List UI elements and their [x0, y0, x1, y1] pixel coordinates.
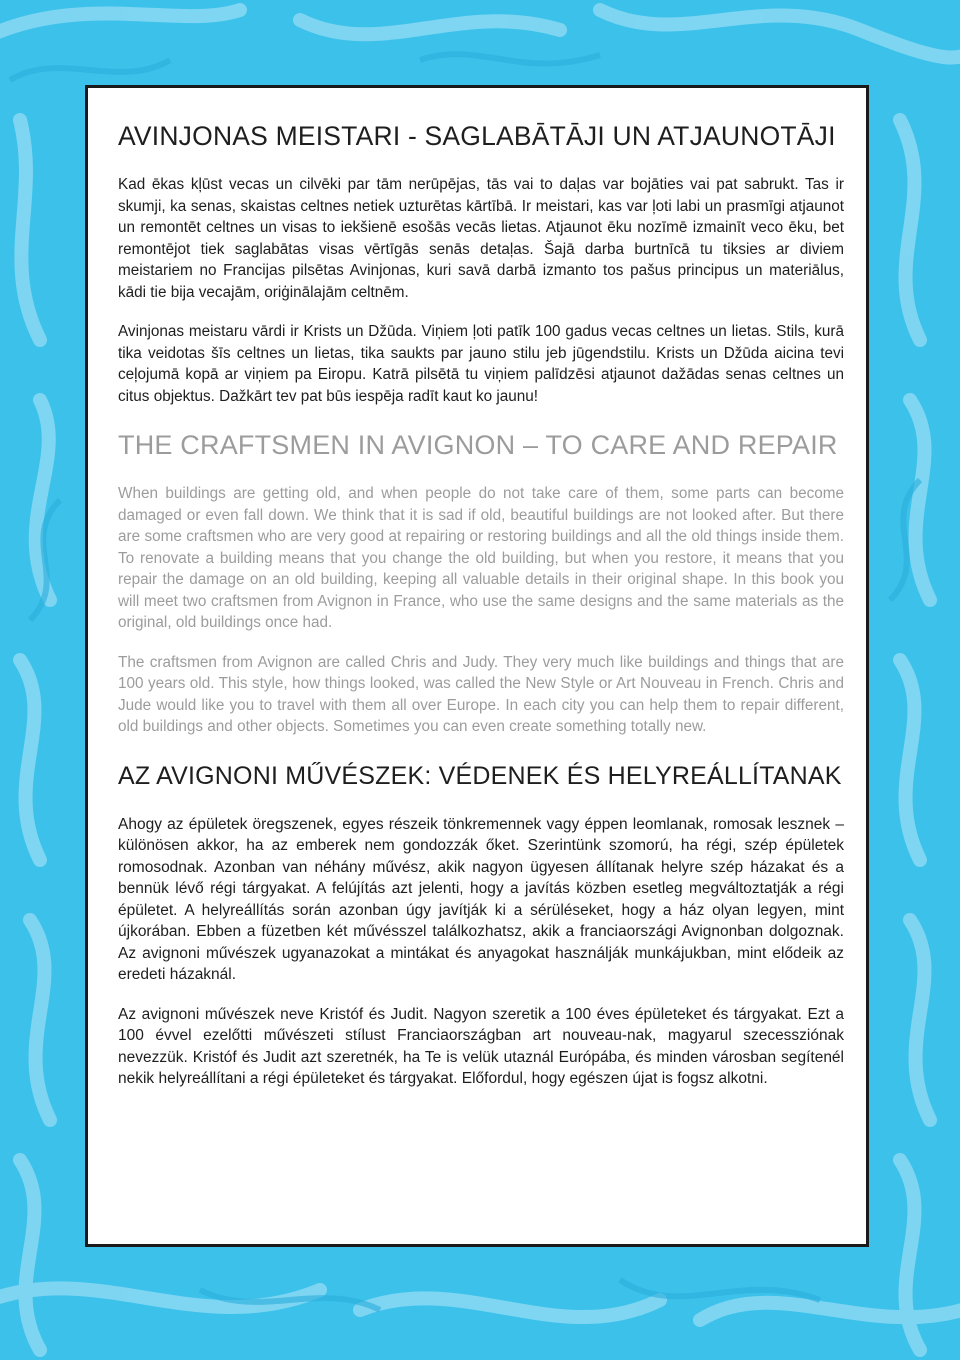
section-heading-english: THE CRAFTSMEN IN AVIGNON – TO CARE AND REPAIR — [118, 430, 838, 460]
paragraph-hungarian-2: Az avignoni művészek neve Kristóf és Judit. Nagyon szeretik a 100 éves épületeket és tárgyakat. Ezt a 100 évvel ezelőtti művészeti stílust Franciaországban art nouveau-nak, magyarul szecessziónak nevezzük. Kristóf és Judit azt szeretnék, ha Te is velük utaznál Európába, és minden városban segítenél nekik helyreállítani a régi épületeket és tárgyakat. Előfordul, hogy egészen újat is fogsz alkotni. — [118, 1005, 844, 1087]
section-latvian — [118, 116, 844, 407]
section-english — [118, 425, 844, 738]
paragraph-hungarian-1: Ahogy az épületek öregszenek, egyes részeik tönkremennek vagy éppen leomlanak, romosak lesznek – különösen akkor, ha az emberek nem gondozzák őket. Szerintünk szomorú, ha régi, szép épületek romosodnak. Azonban van néhány művész, akik nagyon ügyesen állítanak helyre szép házakat és a bennük lévő régi tárgyakat. A felújítás azt jelenti, hogy a javítás közben esetleg megváltoztatják a régi épületet. A helyreállítás során azonban úgy javítják ki a sérüléseket, hogy a ház olyan legyen, mint újkorában. Ebben a füzetben két művésszel találkozhatsz, akik a franciaországi Avignonban dolgoznak. Az avignoni művészek ugyanazokat a mintákat és anyagokat használják munkájukban, mint elődeik az eredeti házaknál. — [118, 815, 844, 983]
section-heading-latvian: AVINJONAS MEISTARI - SAGLABĀTĀJI UN ATJAUNOTĀJI — [118, 121, 836, 151]
paragraph-english-1: When buildings are getting old, and when people do not take care of them, some parts can become damaged or even fall down. We think that it is sad if old, beautiful buildings are not looked after. But there are some craftsmen who are very good at repairing or restoring buildings and all the old things inside them. To renovate a building means that you change the old building, but when you restore, it means that you repair the damage on an old building, keeping all valuable details in their original shape. In this book you will meet two craftsmen from Avignon in France, who use the same designs and the same materials as the original, old buildings once had. — [118, 485, 844, 631]
paragraph-latvian-1: Kad ēkas kļūst vecas un cilvēki par tām nerūpējas, tās vai to daļas var bojāties vai pat sabrukt. Tas ir skumji, ka senas, skaistas celtnes netiek uzturētas kārtībā. Ir meistari, kas var ļoti labi un prasmīgi atjaunot un remontēt celtnes un visas to iekšienē esošās vecās lietas. Atjaunot ēku nozīmē izmainīt veco ēku, bet remontējot tiek saglabātas visas vērtīgās senās detaļas. Šajā darba burtnīcā tu tiksies ar diviem meistariem no Francijas pilsētas Avinjonas, kuri savā darbā izmanto tos pašus principus un materiālus, kādi tie bija vecajām, oriģinālajām celtnēm. — [118, 176, 844, 301]
paragraph-english-2: The craftsmen from Avignon are called Chris and Judy. They very much like buildings and things that are 100 years old. This style, how things looked, was called the New Style or Art Nouveau in French. Chris and Jude would like you to travel with them all over Europe. In each city you can help them to repair different, old buildings and other objects. Sometimes you can even create something totally new. — [118, 653, 844, 735]
content-card — [85, 85, 869, 1247]
paragraph-latvian-2: Avinjonas meistaru vārdi ir Krists un Džūda. Viņiem ļoti patīk 100 gadus vecas celtnes un lietas. Stils, kurā tika veidotas šīs celtnes un lietas, tika saukts par jauno stilu jeb jūgendstilu. Krists un Džūda aicina tevi ceļojumā kopā ar viņiem pa Eiropu. Katrā pilsētā tu viņiem palīdzēsi atjaunot dažādas senas celtnes un citus objektus. Dažkārt tev pat būs iespēja radīt kaut ko jaunu! — [118, 323, 844, 405]
text-column — [118, 116, 844, 1108]
section-heading-hungarian: AZ AVIGNONI MŰVÉSZEK: VÉDENEK ÉS HELYREÁLLÍTANAK — [118, 761, 842, 790]
section-hungarian — [118, 756, 844, 1090]
